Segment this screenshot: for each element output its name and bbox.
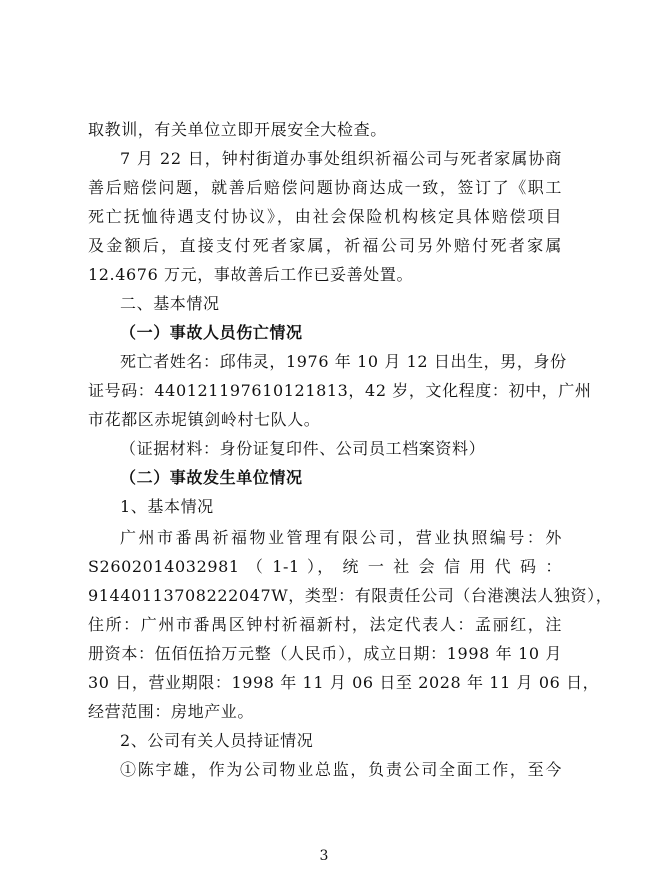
text-line: 及金额后，直接支付死者家属，祈福公司另外赔付死者家属	[88, 236, 562, 255]
text-line: 91440113708222047W，类型：有限责任公司（台港澳法人独资），	[88, 586, 613, 605]
text-line: 经营范围：房地产业。	[88, 702, 255, 721]
text-line: 取教训，有关单位立即开展安全大检查。	[88, 120, 387, 139]
text-line: 二、基本情况	[120, 294, 220, 313]
text-line: （证据材料：身份证复印件、公司员工档案资料）	[120, 439, 486, 458]
text-line: 市花都区赤坭镇剑岭村七队人。	[88, 410, 321, 429]
text-line: S2602014032981 （ 1-1 ）， 统 一 社 会 信 用 代 码 ：	[88, 557, 562, 576]
text-line: 册资本：伍佰伍拾万元整（人民币），成立日期：1998 年 10 月	[88, 644, 562, 663]
text-line: 证号码：440121197610121813，42 岁，文化程度：初中，广州	[88, 381, 592, 400]
page-number: 3	[319, 848, 329, 864]
text-line: （一）事故人员伤亡情况	[120, 323, 303, 342]
text-line: ①陈宇雄，作为公司物业总监，负责公司全面工作，至今	[120, 760, 562, 779]
text-line: 善后赔偿问题，就善后赔偿问题协商达成一致，签订了《职工	[88, 178, 562, 197]
text-line: 12.4676 万元，事故善后工作已妥善处置。	[88, 265, 414, 284]
text-line: 1、基本情况	[120, 497, 214, 516]
text-line: （二）事故发生单位情况	[120, 468, 303, 487]
text-line: 死亡抚恤待遇支付协议》，由社会保险机构核定具体赔偿项目	[88, 207, 562, 226]
text-line: 住所：广州市番禺区钟村祈福新村，法定代表人：孟丽红，注	[88, 615, 562, 634]
text-line: 2、公司有关人员持证情况	[120, 731, 314, 750]
text-line: 广州市番禺祈福物业管理有限公司，营业执照编号：外	[120, 528, 562, 547]
text-line: 7 月 22 日，钟村街道办事处组织祈福公司与死者家属协商	[120, 149, 562, 168]
text-line: 30 日，营业期限：1998 年 11 月 06 日至 2028 年 11 月 06 日，	[88, 673, 600, 692]
text-line: 死亡者姓名：邱伟灵，1976 年 10 月 12 日出生，男，身份	[120, 352, 567, 371]
